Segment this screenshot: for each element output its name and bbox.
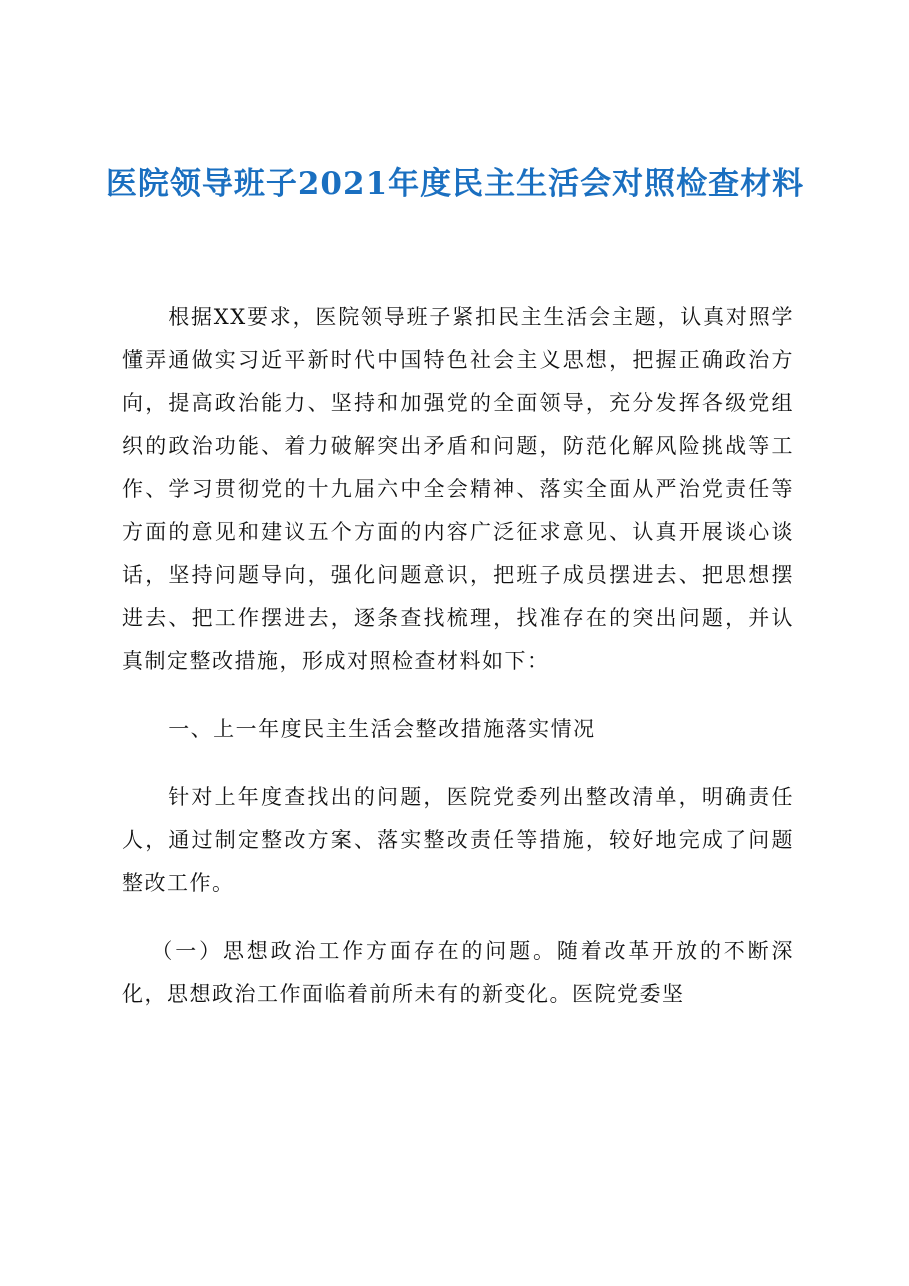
document-title: 医院领导班子2021年度民主生活会对照检查材料 <box>105 166 805 202</box>
subsection-1-paragraph: （一）思想政治工作方面存在的问题。随着改革开放的不断深化，思想政治工作面临着前所未有的新变化。医院党委坚 <box>122 939 794 1006</box>
section-heading-1: 一、上一年度民主生活会整改措施落实情况 <box>168 717 596 741</box>
document-body <box>122 296 794 1016</box>
intro-paragraph: 根据XX要求，医院领导班子紧扣民主生活会主题，认真对照学懂弄通做实习近平新时代中国特色社会主义思想，把握正确政治方向，提高政治能力、坚持和加强党的全面领导，充分发挥各级党组织的政治功能、着力破解突出矛盾和问题，防范化解风险挑战等工作、学习贯彻党的十九届六中全会精神、落实全面从严治党责任等方面的意见和建议五个方面的内容广泛征求意见、认真开展谈心谈话，坚持问题导向，强化问题意识，把班子成员摆进去、把思想摆进去、把工作摆进去，逐条查找梳理，找准存在的突出问题，并认真制定整改措施，形成对照检查材料如下： <box>122 305 794 673</box>
section-1-paragraph: 针对上年度查找出的问题，医院党委列出整改清单，明确责任人，通过制定整改方案、落实整改责任等措施，较好地完成了问题整改工作。 <box>122 785 794 895</box>
